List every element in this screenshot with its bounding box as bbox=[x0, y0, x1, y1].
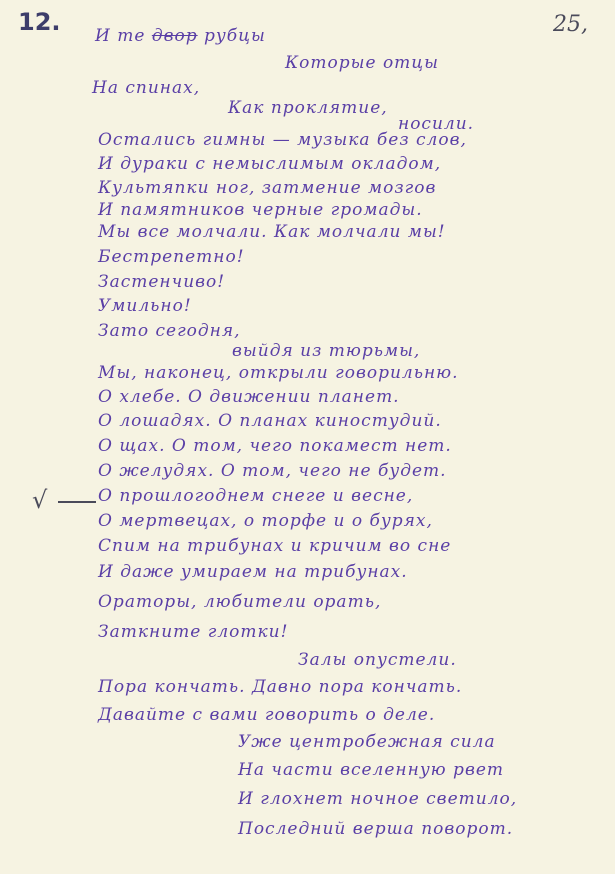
poem-line: О желудях. О том, чего не будет. bbox=[98, 461, 447, 481]
poem-line: Культяпки ног, затмение мозгов bbox=[98, 178, 437, 198]
poem-line: Как проклятие, bbox=[228, 98, 388, 118]
poem-line: Спим на трибунах и кричим во сне bbox=[98, 536, 452, 556]
folio-number: 25, bbox=[553, 12, 588, 37]
poem-line: Застенчиво! bbox=[98, 272, 226, 292]
poem-line: выйдя из тюрьмы, bbox=[232, 341, 421, 361]
poem-line: Залы опустели. bbox=[298, 650, 457, 670]
poem-line: О щах. О том, чего покамест нет. bbox=[98, 436, 452, 456]
poem-line: Давайте с вами говорить о деле. bbox=[98, 705, 436, 725]
poem-line: Ораторы, любители орать, bbox=[98, 592, 382, 612]
margin-dash bbox=[58, 501, 96, 503]
line-text: рубцы bbox=[204, 26, 266, 46]
poem-line: носили. bbox=[398, 114, 475, 134]
poem-line: И даже умираем на трибунах. bbox=[98, 562, 408, 582]
poem-line: На части вселенную рвет bbox=[238, 760, 505, 780]
poem-line: Зато сегодня, bbox=[98, 321, 241, 341]
poem-line: О мертвецах, о торфе и о бурях, bbox=[98, 511, 433, 531]
poem-line: Пора кончать. Давно пора кончать. bbox=[98, 677, 463, 697]
poem-line: И дураки с немыслимым окладом, bbox=[98, 154, 442, 174]
poem-line: Остались гимны — музыка без слов, bbox=[98, 130, 467, 150]
margin-check-mark: √ bbox=[32, 486, 48, 514]
line-text: И те bbox=[95, 26, 146, 46]
poem-line: Заткните глотки! bbox=[98, 622, 289, 642]
poem-line: На спинах, bbox=[92, 78, 201, 98]
poem-line-1 bbox=[95, 26, 266, 46]
poem-line: Которые отцы bbox=[285, 53, 440, 73]
poem-line: О прошлогоднем снеге и весне, bbox=[98, 486, 414, 506]
poem-line: И памятников черные громады. bbox=[98, 200, 423, 220]
poem-line: Мы, наконец, открыли говорильню. bbox=[98, 363, 459, 383]
poem-line: Последний верша поворот. bbox=[238, 819, 514, 839]
poem-line: Уже центробежная сила bbox=[238, 732, 496, 752]
page-number: 12. bbox=[18, 8, 61, 36]
struck-word: двор bbox=[151, 26, 198, 46]
poem-line: Мы все молчали. Как молчали мы! bbox=[98, 222, 446, 242]
poem-line: Умильно! bbox=[98, 296, 192, 316]
poem-line: Бестрепетно! bbox=[98, 247, 245, 267]
poem-line: О лошадях. О планах киностудий. bbox=[98, 411, 442, 431]
poem-line: И глохнет ночное светило, bbox=[238, 789, 518, 809]
poem-line: О хлебе. О движении планет. bbox=[98, 387, 400, 407]
